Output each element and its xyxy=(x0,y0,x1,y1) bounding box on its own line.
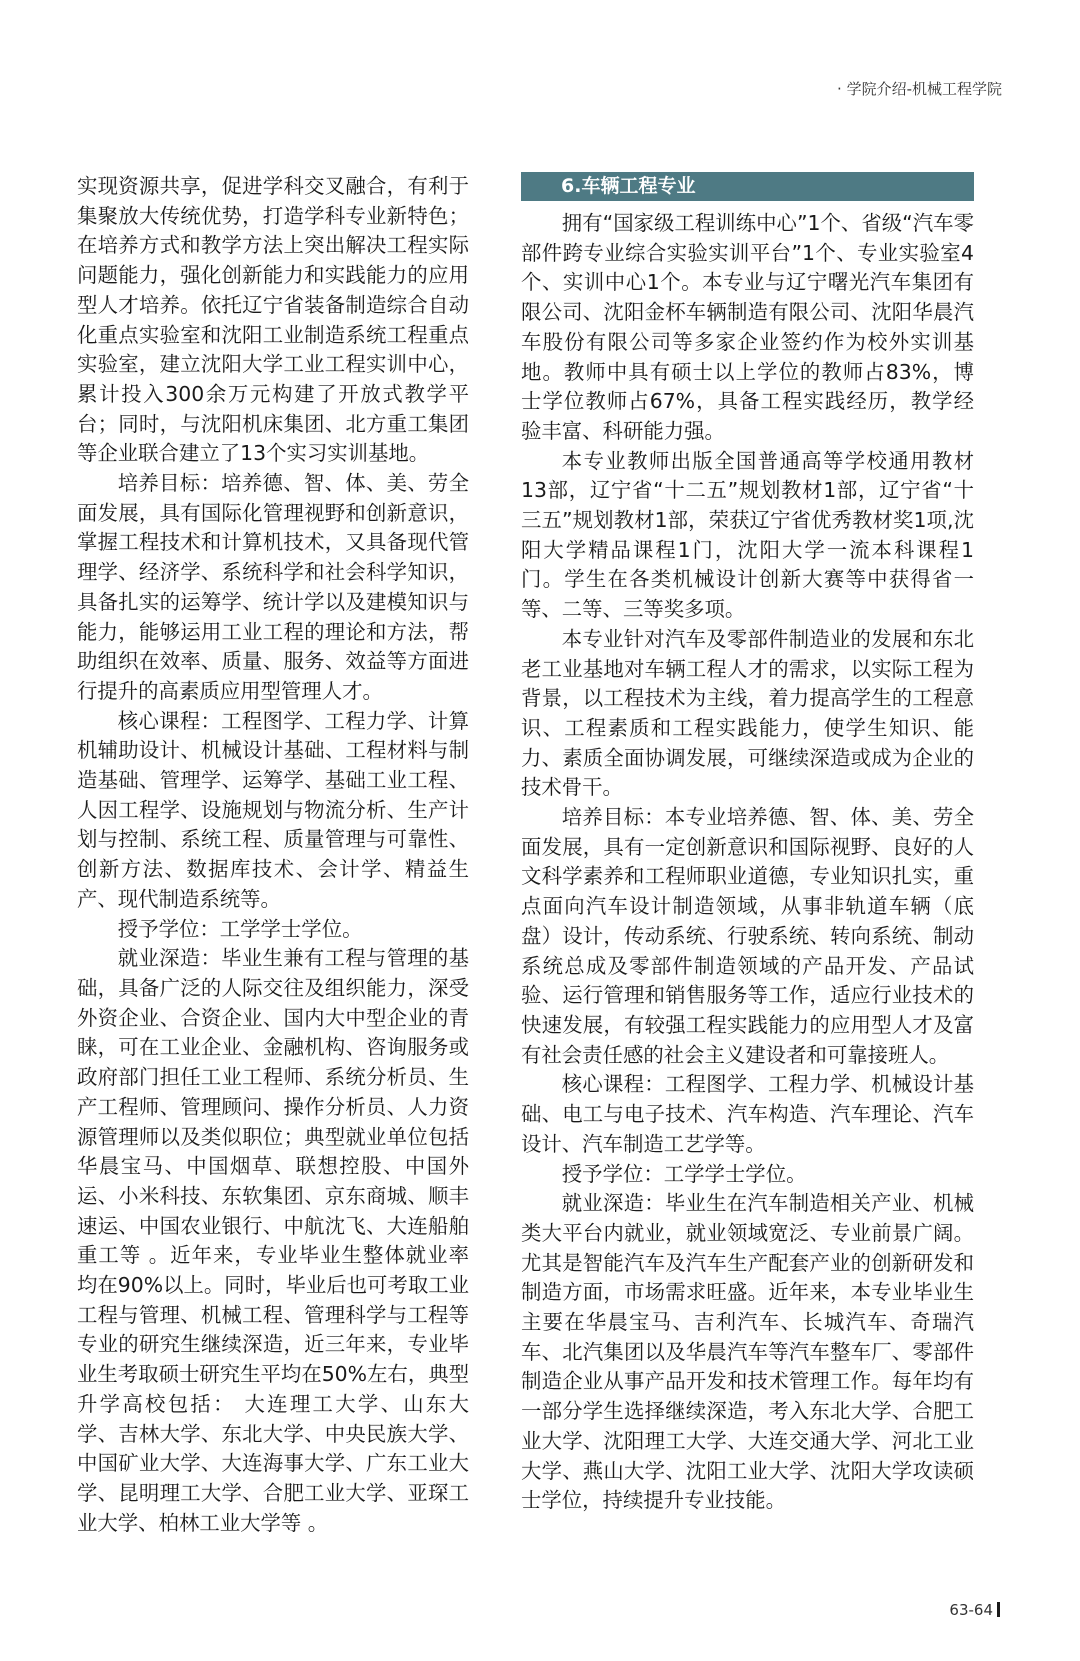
paragraph: 培养目标：培养德、智、体、美、劳全面发展，具有国际化管理视野和创新意识，掌握工程技术和计算机技术，又具备现代管理学、经济学、系统科学和社会科学知识，具备扎实的运筹学、统计学以及建模知识与能力，能够运用工业工程的理论和方法，帮助组织在效率、质量、服务、效益等方面进行提升的高素质应用型管理人才。 xyxy=(77,471,469,703)
paragraph: 拥有“国家级工程训练中心”1个、省级“汽车零部件跨专业综合实验实训平台”1个、专业实验室4个、实训中心1个。本专业与辽宁曙光汽车集团有限公司、沈阳金杯车辆制造有限公司、沈阳华晨汽车股份有限公司等多家企业签约作为校外实训基地。教师中具有硕士以上学位的教师占83%，博士学位教师占67%，具备工程实践经历，教学经验丰富、科研能力强。 xyxy=(521,211,974,443)
paragraph: 培养目标：本专业培养德、智、体、美、劳全面发展，具有一定创新意识和国际视野、良好的人文科学素养和工程师职业道德，专业知识扎实，重点面向汽车设计制造领域，从事非轨道车辆（底盘）设计，传动系统、行驶系统、转向系统、制动系统总成及零部件制造领域的产品开发、产品试验、运行管理和销售服务等工作，适应行业技术的快速发展，有较强工程实践能力的应用型人才及富有社会责任感的社会主义建设者和可靠接班人。 xyxy=(521,805,974,1067)
left-column xyxy=(77,172,469,1538)
paragraph: 核心课程：工程图学、工程力学、机械设计基础、电工与电子技术、汽车构造、汽车理论、汽车设计、汽车制造工艺学等。 xyxy=(521,1072,974,1156)
page-number: 63-64 xyxy=(949,1601,993,1619)
paragraph: 授予学位：工学学士学位。 xyxy=(561,1161,807,1186)
paragraph: 授予学位：工学学士学位。 xyxy=(117,916,363,941)
paragraph: 就业深造：毕业生在汽车制造相关产业、机械类大平台内就业，就业领域宽泛、专业前景广阔。尤其是智能汽车及汽车生产配套产业的创新研发和制造方面，市场需求旺盛。近年来，本专业毕业生主要在华晨宝马、吉利汽车、长城汽车、奇瑞汽车、北汽集团以及华晨汽车等汽车整车厂、零部件制造企业从事产品开发和技术管理工作。每年均有一部分学生选择继续深造，考入东北大学、合肥工业大学、沈阳理工大学、大连交通大学、河北工业大学、燕山大学、沈阳工业大学、沈阳大学攻读硕士学位，持续提升专业技能。 xyxy=(521,1191,974,1513)
page-header-breadcrumb: · 学院介绍-机械工程学院 xyxy=(837,80,1002,98)
paragraph: 就业深造：毕业生兼有工程与管理的基础，具备广泛的人际交往及组织能力，深受外资企业、合资企业、国内大中型企业的青睐，可在工业企业、金融机构、咨询服务或政府部门担任工业工程师、系统分析员、生产工程师、管理顾问、操作分析员、人力资源管理师以及类似职位；典型就业单位包括华晨宝马、中国烟草、联想控股、中国外运、小米科技、东软集团、京东商城、顺丰速运、中国农业银行、中航沈飞、大连船舶重工等 。近年来，专业毕业生整体就业率均在90%以上。同时，毕业后也可考取工业工程与管理、机械工程、管理科学与工程等专业的研究生继续深造，近三年来，专业毕业生考取硕士研究生平均在50%左右，典型升学高校包括： 大连理工大学、山东大学、吉林大学、东北大学、中央民族大学、中国矿业大学、大连海事大学、广东工业大学、昆明理工大学、合肥工业大学、亚琛工业大学、柏林工业大学等 。 xyxy=(77,946,469,1535)
paragraph: 本专业教师出版全国普通高等学校通用教材13部，辽宁省“十二五”规划教材1部，辽宁省“十三五”规划教材1部，荣获辽宁省优秀教材奖1项,沈阳大学精品课程1门，沈阳大学一流本科课程1门。学生在各类机械设计创新大赛等中获得省一等、二等、三等奖多项。 xyxy=(521,448,974,622)
section-title: 6.车辆工程专业 xyxy=(521,172,974,201)
paragraph: 实现资源共享，促进学科交叉融合，有利于集聚放大传统优势，打造学科专业新特色；在培养方式和教学方法上突出解决工程实际问题能力，强化创新能力和实践能力的应用型人才培养。依托辽宁省装备制造综合自动化重点实验室和沈阳工业制造系统工程重点实验室，建立沈阳大学工业工程实训中心，累计投入300余万元构建了开放式教学平台；同时，与沈阳机床集团、北方重工集团等企业联合建立了13个实习实训基地。 xyxy=(77,174,469,466)
paragraph: 本专业针对汽车及零部件制造业的发展和东北老工业基地对车辆工程人才的需求，以实际工程为背景，以工程技术为主线，着力提高学生的工程意识、工程素质和工程实践能力，使学生知识、能力、素质全面协调发展，可继续深造或成为企业的技术骨干。 xyxy=(521,626,974,800)
right-column xyxy=(521,172,974,1516)
page-footer xyxy=(949,1601,1000,1619)
paragraph: 核心课程：工程图学、工程力学、计算机辅助设计、机械设计基础、工程材料与制造基础、管理学、运筹学、基础工业工程、人因工程学、设施规划与物流分析、生产计划与控制、系统工程、质量管理与可靠性、创新方法、数据库技术、会计学、精益生产、现代制造系统等。 xyxy=(77,708,469,911)
page-marker-bar xyxy=(997,1602,1000,1617)
